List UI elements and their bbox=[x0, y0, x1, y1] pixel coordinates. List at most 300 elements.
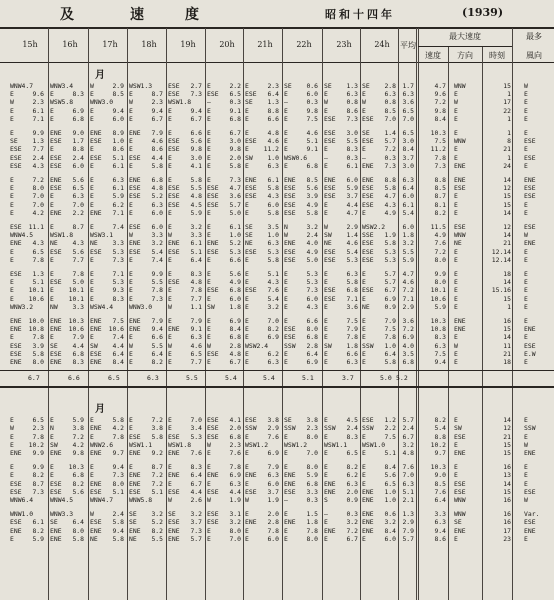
max-time: 21 bbox=[503, 145, 511, 154]
wind-direction: E bbox=[168, 294, 172, 303]
wind-speed: 3.3 bbox=[112, 239, 124, 248]
wind-direction: SW bbox=[50, 440, 58, 449]
max-speed: 10.3 bbox=[430, 463, 446, 472]
wind-direction: W bbox=[362, 98, 366, 107]
hour-header: 18h bbox=[141, 40, 157, 49]
max-direction: E bbox=[454, 534, 458, 543]
wind-direction: E bbox=[129, 358, 133, 366]
wind-speed: 0.3 bbox=[306, 496, 318, 504]
wind-speed: 7.3 bbox=[190, 90, 202, 99]
table-row bbox=[0, 90, 554, 98]
wind-direction: E bbox=[10, 129, 14, 137]
wind-direction: ENE bbox=[324, 176, 336, 184]
table-row bbox=[0, 129, 554, 137]
wind-speed: 5.1 bbox=[190, 247, 202, 256]
wind-direction: E bbox=[324, 106, 328, 115]
daily-mean: 1.8 bbox=[402, 231, 414, 240]
wind-speed: 4.3 bbox=[306, 302, 318, 311]
max-subheader: 時刻 bbox=[489, 51, 505, 60]
wind-speed: 8.3 bbox=[72, 90, 84, 99]
wind-speed: 8.4 bbox=[384, 526, 396, 535]
max-time: 14 bbox=[503, 176, 511, 184]
max-time: 16 bbox=[503, 510, 511, 519]
max-direction: E bbox=[454, 416, 458, 425]
daily-mean: 3.0 bbox=[402, 137, 414, 146]
wind-speed: 8.2 bbox=[151, 358, 163, 366]
wind-speed: 5.2 bbox=[151, 192, 163, 201]
daily-mean: 6.0 bbox=[402, 192, 414, 201]
wind-direction: ESE bbox=[168, 82, 180, 90]
max-time: 15.16 bbox=[491, 286, 511, 295]
wind-direction: ESE bbox=[50, 153, 62, 162]
hour-header: 19h bbox=[180, 40, 196, 49]
wind-direction: ENE bbox=[324, 526, 336, 535]
max-time: 16 bbox=[503, 317, 511, 325]
wind-direction: E bbox=[168, 424, 172, 433]
wind-speed: 5.1 bbox=[112, 153, 124, 162]
daily-mean: 6.9 bbox=[402, 333, 414, 342]
wind-speed: 4.5 bbox=[346, 416, 358, 425]
wind-direction: E bbox=[245, 200, 249, 209]
max-time: 21 bbox=[503, 349, 511, 358]
wind-speed: 3.8 bbox=[267, 416, 279, 425]
wind-direction: ENE bbox=[168, 526, 180, 535]
wind-direction: E bbox=[207, 526, 211, 535]
wind-direction: WNW2.6 bbox=[90, 440, 114, 449]
wind-direction: ESE bbox=[168, 278, 180, 287]
wind-speed: 1.3 bbox=[32, 137, 44, 146]
wind-speed: 6.8 bbox=[72, 114, 84, 123]
max-speed: 10.6 bbox=[430, 294, 446, 303]
wind-direction: ESE bbox=[245, 90, 257, 99]
wind-speed: 8.8 bbox=[72, 145, 84, 154]
wind-direction: E bbox=[245, 358, 249, 366]
wind-direction: E bbox=[50, 432, 54, 441]
wind-speed: 6.3 bbox=[346, 479, 358, 488]
wind-speed: 7.1 bbox=[32, 114, 44, 123]
wind-speed: 7.1 bbox=[346, 294, 358, 303]
most-frequent-direction: ESE bbox=[524, 137, 536, 146]
wind-speed: 8.2 bbox=[32, 526, 44, 535]
max-speed: 8.7 bbox=[434, 192, 446, 201]
wind-speed: 5.3 bbox=[346, 255, 358, 264]
most-frequent-direction: ESE bbox=[524, 192, 536, 201]
table-row bbox=[0, 256, 554, 264]
wind-speed: 6.3 bbox=[267, 358, 279, 366]
wind-direction: E bbox=[10, 432, 14, 441]
wind-speed: 1.0 bbox=[112, 137, 124, 146]
wind-direction: E bbox=[10, 471, 14, 480]
wind-direction: E bbox=[90, 184, 94, 193]
wind-speed: 5.9 bbox=[346, 184, 358, 193]
wind-direction: E bbox=[207, 294, 211, 303]
wind-direction: E bbox=[284, 270, 288, 278]
wind-speed: 7.3 bbox=[190, 526, 202, 535]
wind-direction: SE bbox=[245, 231, 253, 240]
wind-speed: 9.9 bbox=[32, 449, 44, 457]
wind-direction: E bbox=[284, 286, 288, 295]
wind-direction: ESE bbox=[207, 184, 219, 193]
wind-direction: ESE bbox=[168, 200, 180, 209]
wind-speed: 2.8 bbox=[306, 341, 318, 350]
wind-direction: ENE bbox=[324, 487, 336, 496]
wind-speed: 0.6 bbox=[306, 82, 318, 90]
wind-direction: E bbox=[245, 479, 249, 488]
most-frequent-direction: ESE bbox=[524, 341, 536, 350]
wind-direction: W bbox=[168, 496, 172, 504]
wind-direction: E bbox=[168, 358, 172, 366]
wind-direction: E bbox=[10, 184, 14, 193]
wind-speed: 5.8 bbox=[112, 534, 124, 543]
wind-direction: E bbox=[10, 294, 14, 303]
wind-speed: 6.2 bbox=[112, 200, 124, 209]
wind-speed: 5.6 bbox=[72, 247, 84, 256]
wind-direction: ENE bbox=[284, 176, 296, 184]
header-top-rule bbox=[0, 27, 554, 29]
wind-speed: 1.0 bbox=[229, 231, 241, 240]
wind-speed: 7.9 bbox=[384, 317, 396, 325]
wind-speed: 2.3 bbox=[32, 424, 44, 433]
daily-mean: 6.3 bbox=[402, 90, 414, 99]
max-time: 1 bbox=[507, 114, 511, 123]
wind-direction: WSW1.0 bbox=[362, 440, 386, 449]
max-direction: E bbox=[454, 247, 458, 256]
daily-mean: 2.4 bbox=[402, 424, 414, 433]
wind-speed: 0.3 bbox=[229, 98, 241, 107]
wind-direction: ENE bbox=[50, 317, 62, 325]
max-time: 16 bbox=[503, 463, 511, 472]
wind-direction: E bbox=[284, 432, 288, 441]
max-speed: 10.3 bbox=[430, 317, 446, 325]
wind-direction: E bbox=[362, 90, 366, 99]
wind-speed: 3.2 bbox=[151, 239, 163, 248]
wind-direction: E bbox=[324, 200, 328, 209]
wind-direction: W bbox=[324, 223, 328, 231]
wind-direction: NE bbox=[324, 239, 332, 248]
max-speed: 9.7 bbox=[434, 449, 446, 457]
wind-speed: 4.9 bbox=[229, 278, 241, 287]
max-time: 12.14 bbox=[491, 247, 511, 256]
wind-speed: 9.0 bbox=[72, 129, 84, 137]
wind-direction: E bbox=[362, 333, 366, 342]
most-frequent-direction: W bbox=[524, 440, 528, 449]
wind-direction: SE bbox=[168, 510, 176, 519]
most-group-header: 最多 bbox=[526, 32, 542, 41]
month-label: 月 bbox=[95, 404, 105, 416]
max-speed: 3.3 bbox=[434, 510, 446, 519]
daily-mean: 7.2 bbox=[402, 286, 414, 295]
wind-speed: 7.3 bbox=[306, 286, 318, 295]
wind-speed: 7.7 bbox=[190, 358, 202, 366]
wind-speed: 5.8 bbox=[306, 208, 318, 217]
wind-speed: 6.5 bbox=[346, 449, 358, 457]
wind-speed: 7.4 bbox=[112, 223, 124, 231]
wind-direction: E bbox=[362, 294, 366, 303]
table-row bbox=[0, 342, 554, 350]
hour-header: 21h bbox=[257, 40, 273, 49]
wind-direction: E bbox=[10, 192, 14, 201]
wind-speed: 6.0 bbox=[112, 114, 124, 123]
wind-direction: E bbox=[50, 255, 54, 264]
wind-direction: E bbox=[284, 278, 288, 287]
max-speed: 7.6 bbox=[434, 239, 446, 248]
wind-direction: ESE bbox=[90, 349, 102, 358]
wind-direction: ENE bbox=[129, 449, 141, 457]
mean-header: 平均 bbox=[400, 41, 416, 50]
wind-direction: ESE bbox=[129, 184, 141, 193]
wind-speed: 8.6 bbox=[112, 145, 124, 154]
wind-direction: ESE bbox=[324, 192, 336, 201]
max-time: 12.14 bbox=[491, 255, 511, 264]
max-speed: 9.9 bbox=[434, 270, 446, 278]
wind-direction: E bbox=[90, 90, 94, 99]
wind-speed: 7.8 bbox=[112, 432, 124, 441]
most-frequent-direction: W bbox=[524, 82, 528, 90]
wind-direction: ESE bbox=[245, 487, 257, 496]
wind-speed: 8.9 bbox=[112, 129, 124, 137]
wind-direction: SSW bbox=[284, 341, 296, 350]
wind-direction: E bbox=[207, 463, 211, 472]
wind-direction: E bbox=[90, 114, 94, 123]
wind-direction: ESE bbox=[168, 432, 180, 441]
wind-speed: 6.8 bbox=[229, 114, 241, 123]
wind-direction: ENE bbox=[245, 471, 257, 480]
wind-speed: 5.6 bbox=[190, 137, 202, 146]
wind-direction: ESE bbox=[207, 432, 219, 441]
wind-direction: ESE bbox=[324, 247, 336, 256]
wind-direction: ENE bbox=[10, 449, 22, 457]
wind-direction: ESE bbox=[50, 487, 62, 496]
max-speed: 10.1 bbox=[430, 286, 446, 295]
wind-direction: E bbox=[207, 358, 211, 366]
daily-mean: 2.9 bbox=[402, 302, 414, 311]
wind-direction: ESE bbox=[324, 114, 336, 123]
wind-speed: 9.3 bbox=[112, 286, 124, 295]
wind-speed: 0.8 bbox=[346, 98, 358, 107]
wind-direction: E bbox=[129, 255, 133, 264]
wind-speed: 6.3 bbox=[267, 239, 279, 248]
wind-direction: ESE bbox=[362, 192, 374, 201]
wind-speed: 7.9 bbox=[72, 333, 84, 342]
wind-speed: 3.2 bbox=[190, 510, 202, 519]
wind-direction: E bbox=[10, 416, 14, 425]
wind-speed: 2.8 bbox=[267, 518, 279, 527]
wind-direction: W bbox=[129, 98, 133, 107]
wind-speed: 5.9 bbox=[190, 208, 202, 217]
wind-speed: 6.4 bbox=[112, 349, 124, 358]
wind-speed: 6.7 bbox=[384, 286, 396, 295]
wind-direction: W bbox=[129, 341, 133, 350]
wind-speed: 7.0 bbox=[267, 317, 279, 325]
max-time: 17 bbox=[503, 526, 511, 535]
wind-speed: 5.9 bbox=[306, 471, 318, 480]
wind-direction: E bbox=[207, 153, 211, 162]
wind-direction: E bbox=[168, 223, 172, 231]
wind-direction: ESE bbox=[90, 518, 102, 527]
wind-speed: 5.4 bbox=[346, 247, 358, 256]
wind-speed: 4.7 bbox=[346, 208, 358, 217]
wind-speed: 8.7 bbox=[151, 90, 163, 99]
wind-speed: 0.9 bbox=[346, 496, 358, 504]
wind-speed: 6.0 bbox=[267, 479, 279, 488]
wind-speed: 6.6 bbox=[306, 317, 318, 325]
wind-direction: E bbox=[129, 294, 133, 303]
wind-direction: ESE bbox=[129, 247, 141, 256]
max-direction: ESE bbox=[454, 184, 466, 193]
wind-direction: ESE bbox=[207, 487, 219, 496]
wind-speed: 6.5 bbox=[72, 184, 84, 193]
wind-speed: 5.5 bbox=[151, 341, 163, 350]
daily-mean: 6.3 bbox=[402, 176, 414, 184]
wind-direction: ENE bbox=[90, 208, 102, 217]
wind-speed: 4.7 bbox=[384, 192, 396, 201]
wind-speed: 9.4 bbox=[112, 463, 124, 472]
wind-speed: 6.5 bbox=[384, 479, 396, 488]
wind-speed: 6.1 bbox=[32, 518, 44, 527]
wind-direction: E bbox=[245, 82, 249, 90]
wind-speed: 2.0 bbox=[346, 487, 358, 496]
wind-speed: 7.8 bbox=[32, 432, 44, 441]
wind-speed: 5.6 bbox=[72, 487, 84, 496]
wind-speed: 5.1 bbox=[267, 270, 279, 278]
wind-speed: 9.4 bbox=[112, 526, 124, 535]
wind-speed: 3.1 bbox=[229, 510, 241, 519]
wind-speed: 5.3 bbox=[384, 247, 396, 256]
wind-direction: ENE bbox=[50, 176, 62, 184]
wind-direction: E bbox=[50, 200, 54, 209]
wind-direction: ESE bbox=[90, 137, 102, 146]
wind-speed: 5.8 bbox=[267, 255, 279, 264]
wind-direction: WNW3.2 bbox=[10, 302, 34, 311]
wind-direction: WSW1.8 bbox=[168, 98, 192, 107]
wind-speed: 8.2 bbox=[346, 463, 358, 472]
wind-speed: 2.3 bbox=[306, 424, 318, 433]
wind-direction: E bbox=[324, 208, 328, 217]
wind-speed: 4.3 bbox=[267, 278, 279, 287]
most-frequent-direction: ENE bbox=[524, 526, 536, 535]
wind-speed: 9.8 bbox=[306, 106, 318, 115]
wind-speed: 1.0 bbox=[267, 231, 279, 240]
wind-speed: 5.6 bbox=[72, 176, 84, 184]
title-char-3: 度 bbox=[185, 7, 200, 23]
wind-direction: SSW bbox=[362, 424, 374, 433]
wind-speed: 7.2 bbox=[151, 416, 163, 425]
wind-direction: ENE bbox=[50, 534, 62, 543]
wind-speed: 2.4 bbox=[32, 153, 44, 162]
wind-speed: 6.7 bbox=[190, 114, 202, 123]
wind-speed: 6.4 bbox=[384, 349, 396, 358]
wind-speed: 6.8 bbox=[72, 349, 84, 358]
wind-direction: E bbox=[245, 534, 249, 543]
wind-direction: E bbox=[129, 463, 133, 472]
wind-speed: 4.1 bbox=[190, 161, 202, 170]
wind-speed: 6.8 bbox=[346, 286, 358, 295]
most-frequent-direction: ESE bbox=[524, 518, 536, 527]
wind-speed: 7.8 bbox=[306, 526, 318, 535]
wind-direction: ENE bbox=[129, 471, 141, 480]
wind-speed: 5.1 bbox=[384, 449, 396, 457]
wind-direction: ENE bbox=[362, 161, 374, 170]
wind-speed: 1.1 bbox=[190, 302, 202, 311]
most-frequent-direction: E bbox=[524, 278, 528, 287]
wind-speed: 0.3 bbox=[346, 510, 358, 519]
wind-direction: SE bbox=[284, 82, 292, 90]
wind-direction: E bbox=[90, 192, 94, 201]
most-frequent-direction: E.W bbox=[524, 349, 536, 358]
wind-direction: E bbox=[324, 270, 328, 278]
wind-speed: 6.8 bbox=[306, 333, 318, 342]
wind-speed: 8.0 bbox=[32, 358, 44, 366]
wind-direction: E bbox=[129, 145, 133, 154]
wind-direction: E bbox=[324, 317, 328, 325]
wind-direction: E bbox=[168, 317, 172, 325]
wind-direction: E bbox=[129, 349, 133, 358]
wind-direction: ENE bbox=[90, 317, 102, 325]
wind-direction: E bbox=[245, 463, 249, 472]
wind-direction: E bbox=[284, 137, 288, 146]
wind-direction: ENE bbox=[90, 449, 102, 457]
wind-speed: 6.3 bbox=[151, 200, 163, 209]
wind-speed: 3.6 bbox=[229, 192, 241, 201]
wind-direction: ESE bbox=[10, 270, 22, 278]
max-time: 11 bbox=[503, 341, 511, 350]
wind-speed: 8.8 bbox=[267, 106, 279, 115]
wind-direction: ENE bbox=[168, 239, 180, 248]
wind-speed: 5.8 bbox=[72, 534, 84, 543]
wind-speed: 1.3 bbox=[32, 270, 44, 278]
wind-speed: 1.8 bbox=[306, 518, 318, 527]
wind-direction: E bbox=[168, 208, 172, 217]
most-frequent-direction: ENE bbox=[524, 449, 536, 457]
wind-direction: ESE bbox=[362, 184, 374, 193]
wind-direction: ENE bbox=[129, 239, 141, 248]
header-bottom-rule bbox=[0, 62, 554, 63]
wind-direction: E bbox=[284, 114, 288, 123]
wind-speed: 5.3 bbox=[112, 247, 124, 256]
wind-direction: E bbox=[90, 471, 94, 480]
wind-direction: E bbox=[324, 161, 328, 170]
wind-direction: E bbox=[50, 463, 54, 472]
table-row bbox=[0, 82, 554, 90]
wind-speed: 7.6 bbox=[190, 449, 202, 457]
summary-mean: 6.7 bbox=[28, 374, 40, 383]
most-subheader: 風向 bbox=[526, 51, 542, 60]
wind-direction: E bbox=[324, 449, 328, 457]
max-direction: ENE bbox=[454, 449, 466, 457]
wind-direction: E bbox=[10, 278, 14, 287]
wind-speed: 6.9 bbox=[229, 317, 241, 325]
wind-speed: 6.3 bbox=[267, 161, 279, 170]
table-row bbox=[0, 107, 554, 115]
table-row bbox=[0, 223, 554, 231]
wind-speed: 7.5 bbox=[384, 325, 396, 334]
wind-direction: E bbox=[207, 161, 211, 170]
max-time: 1 bbox=[507, 153, 511, 162]
wind-speed: 0.6 bbox=[384, 510, 396, 519]
wind-direction: E bbox=[245, 278, 249, 287]
most-frequent-direction: E bbox=[524, 286, 528, 295]
wind-speed: 3.3 bbox=[190, 231, 202, 240]
daily-mean: 3.7 bbox=[402, 153, 414, 162]
wind-speed: 6.9 bbox=[72, 106, 84, 115]
wind-speed: 10.1 bbox=[68, 294, 84, 303]
wind-direction: ESE bbox=[50, 349, 62, 358]
summary-mean: 5.5 bbox=[186, 374, 198, 383]
daily-mean: 3.2 bbox=[402, 239, 414, 248]
wind-direction: E bbox=[129, 114, 133, 123]
max-direction: E bbox=[454, 106, 458, 115]
wind-direction: ESE bbox=[284, 247, 296, 256]
